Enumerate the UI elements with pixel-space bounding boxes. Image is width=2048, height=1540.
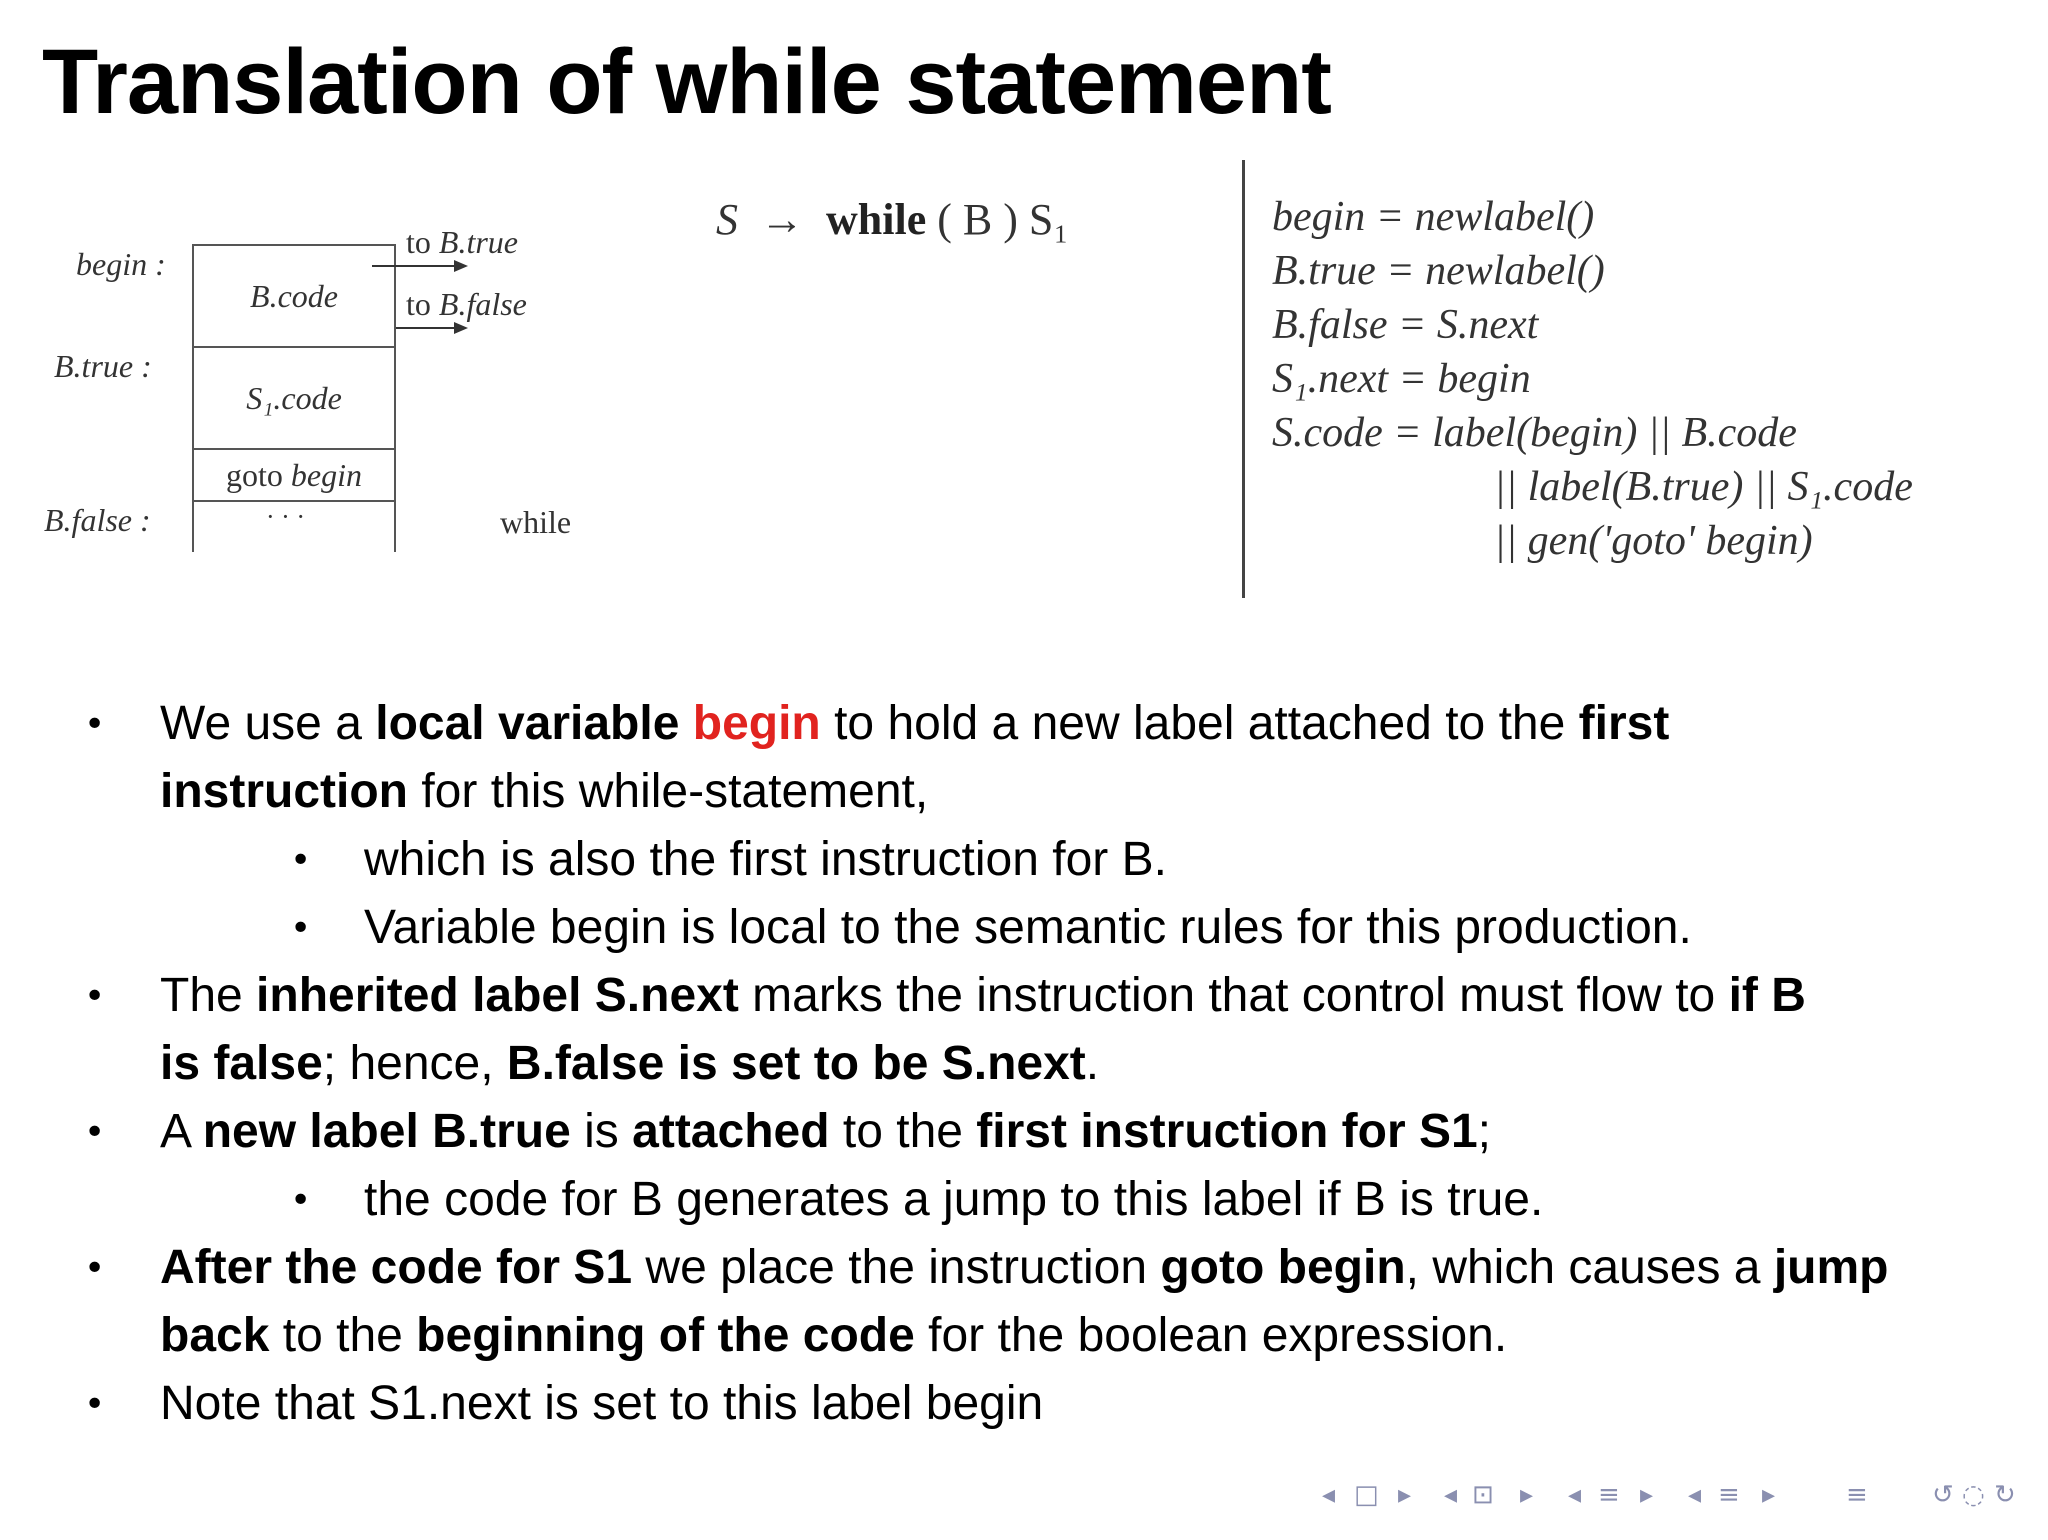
- nav-prev-doc-icon[interactable]: ◂: [1688, 1480, 1702, 1510]
- bullet-dot: •: [84, 976, 106, 1017]
- nav-next-subsection-icon[interactable]: ▸: [1520, 1480, 1534, 1510]
- label-bfalse: B.false :: [44, 502, 151, 538]
- arrow-to-bfalse: to B.false: [406, 286, 527, 322]
- nav-search-icon[interactable]: ◌: [1962, 1480, 1985, 1510]
- bullet-1-line-1: We use a local variable begin to hold a new label attached to the first: [160, 697, 1670, 750]
- production-rule: S → while ( B ) S₁: [716, 195, 1069, 244]
- nav-next-frame-icon[interactable]: ▸: [1398, 1480, 1412, 1510]
- bullet-3-sub-1: the code for B generates a jump to this label if B is true.: [364, 1173, 1544, 1226]
- cell-bcode: B.code: [192, 244, 396, 348]
- cell-dots: · · ·: [266, 502, 305, 531]
- bullet-dot: •: [84, 704, 106, 745]
- nav-next-doc-icon[interactable]: ▸: [1762, 1480, 1776, 1510]
- bullet-2-line-1: The inherited label S.next marks the instruction that control must flow to if B: [160, 969, 1806, 1022]
- bullet-4-line-2: back to the beginning of the code for the boolean expression.: [160, 1309, 1508, 1362]
- bullet-4-line-1: After the code for S1 we place the instruction goto begin, which causes a jump: [160, 1241, 1889, 1294]
- bullet-dot: •: [290, 1180, 312, 1221]
- rule-row: S.code = label(begin) || B.code: [1272, 410, 1797, 456]
- divider-line: [1242, 160, 1245, 598]
- bullet-dot: •: [84, 1384, 106, 1425]
- rule-row: || label(B.true) || S₁.code: [1494, 464, 1913, 510]
- label-begin: begin :: [76, 246, 166, 282]
- rule-row: B.true = newlabel(): [1272, 248, 1605, 294]
- label-btrue: B.true :: [54, 348, 152, 384]
- cell-goto: goto begin: [192, 448, 396, 502]
- bullet-1-sub-1: which is also the first instruction for B.: [364, 833, 1167, 886]
- bullet-5-line-1: Note that S1.next is set to this label begin: [160, 1377, 1044, 1430]
- bullet-dot: •: [290, 908, 312, 949]
- bullet-dot: •: [290, 840, 312, 881]
- bullet-1-line-2: instruction for this while-statement,: [160, 765, 929, 818]
- nav-forward-icon[interactable]: ↻: [1994, 1480, 2016, 1510]
- nav-doc-icon[interactable]: ≡: [1718, 1480, 1740, 1510]
- bullet-3-line-1: A new label B.true is attached to the first instruction for S1;: [160, 1105, 1492, 1158]
- rule-row: S₁.next = begin: [1272, 356, 1531, 402]
- bullet-dot: •: [84, 1248, 106, 1289]
- arrow-to-btrue: to B.true: [406, 224, 518, 260]
- nav-prev-frame-icon[interactable]: ◂: [1322, 1480, 1336, 1510]
- nav-toc-icon[interactable]: ≡: [1846, 1480, 1868, 1510]
- cell-s1code: S₁.code: [192, 346, 396, 450]
- nav-prev-section-icon[interactable]: ◂: [1568, 1480, 1582, 1510]
- bullet-1-sub-2: Variable begin is local to the semantic rules for this production.: [364, 901, 1692, 954]
- rule-row: begin = newlabel(): [1272, 194, 1595, 240]
- nav-next-section-icon[interactable]: ▸: [1640, 1480, 1654, 1510]
- rule-row: B.false = S.next: [1272, 302, 1539, 348]
- nav-prev-subsection-icon[interactable]: ◂: [1444, 1480, 1458, 1510]
- diagram-caption: while: [500, 504, 572, 540]
- cell-dots-right-edge: [394, 500, 396, 552]
- nav-back-icon[interactable]: ↺: [1932, 1480, 1954, 1510]
- nav-frame-icon[interactable]: □: [1354, 1480, 1379, 1510]
- slide-title: Translation of while statement: [42, 31, 1331, 133]
- nav-subsection-icon[interactable]: ⊡: [1472, 1480, 1494, 1510]
- bullet-2-line-2: is false; hence, B.false is set to be S.next.: [160, 1037, 1100, 1090]
- bullet-dot: •: [84, 1112, 106, 1153]
- nav-section-icon[interactable]: ≡: [1598, 1480, 1620, 1510]
- rule-row: || gen('goto' begin): [1494, 518, 1813, 564]
- cell-dots-left-edge: [192, 500, 194, 552]
